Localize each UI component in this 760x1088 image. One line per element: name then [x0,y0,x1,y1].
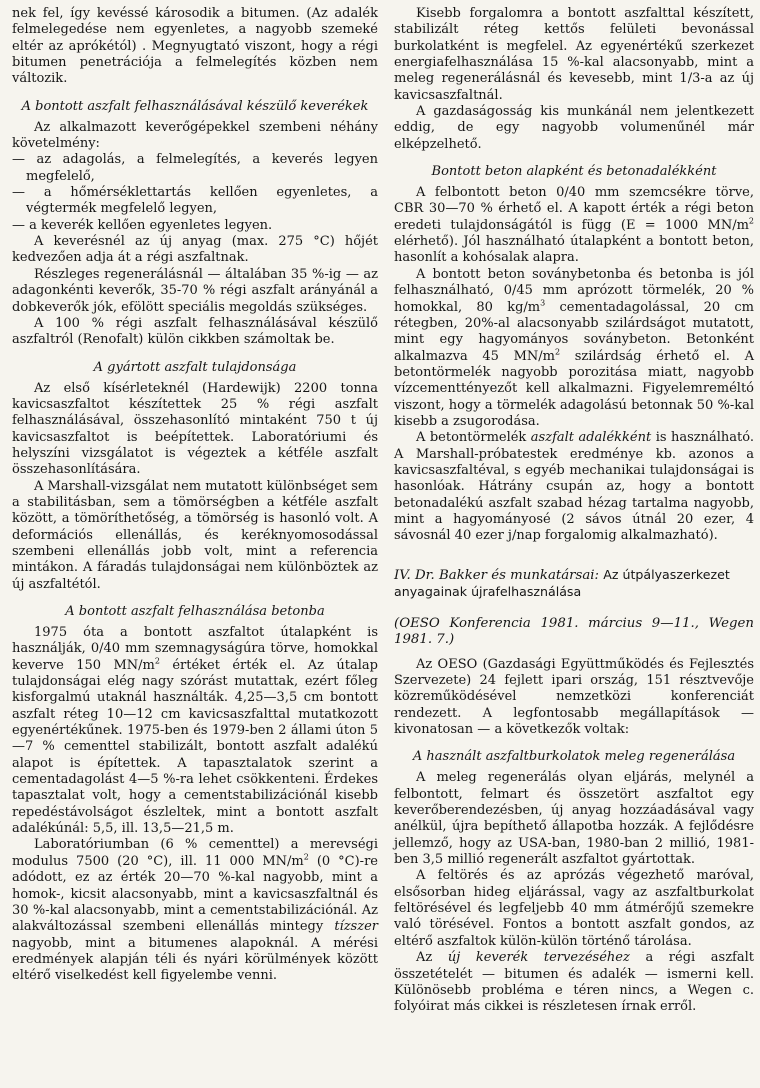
text-run: a régi aszfalt összetételét — bitumen és adalék — ismerni kell. Különösebb probléma e téren nincs, a Wegen c. folyóirat más cikkei is részletesen írnak erről. [394,950,754,1015]
text-run: szilárdság érhető el. A betontörmelék nagyobb porozitása miatt, nagyobb vízcementtényezőt kell alkalmazni. Figyelemreméltó viszont, hogy a törmelék adagolású betonnak 50 %-kal kisebb a zsugorodása. [394,348,754,429]
paragraph: nek fel, így kevéssé károsodik a bitumen. (Az adalék felmelegedése nem egyenletes, a nagyobb szemeké eltér az aprókétól) . Megnyugtató viszont, hogy a régi bitumen penetrációja a felmelegítés közben nem változik. [12,6,378,87]
section-heading: A használt aszfaltburkolatok meleg regenerálása [412,749,736,765]
text-run: A bontott beton soványbetonba és betonba is jól felhasználható, 0/45 mm aprózott törmelék, 20 % homokkal, 80 kg/m [394,266,754,315]
paragraph: Az OESO (Gazdasági Együttműködés és Fejlesztés Szervezete) 24 fejlett ipari ország, 151 résztvevője közreműködésével nemzetközi konferenciát rendezett. A legfontosabb megállapítások — kivonatosan — a következők voltak: [394,656,754,738]
emphasis: tízszer [334,919,378,935]
paragraph: Kisebb forgalomra a bontott aszfalttal készített, stabilizált réteg kettős felületi bevonással burkolatként is megfelel. Az egyenértékű szerkezet energiafelhasználása 15 %-kal alacsonyabb, mint a meleg regenerálásnál és kevesebb, mint 1/3-a az új kavicsaszfaltnál. [394,6,754,103]
section-heading: A gyártott aszfalt tulajdonsága [93,359,297,375]
list-item: — az adagolás, a felmelegítés, a keverés legyen megfelelő, [12,152,378,184]
paragraph: Részleges regenerálásnál — általában 35 %-ig — az adagonkénti keverők, 35-70 % régi aszfalt arányánál a dobkeverők jók, efölött speciális megoldás szükséges. [12,266,378,315]
paragraph: A meleg regenerálás olyan eljárás, melynél a felbontott, felmart és összetört aszfaltot egy keverőberendezésben, új anyag hozzáadásával vagy anélkül, újra bepíthető állapotba hozzák. A fejlődésre jellemző, hogy az USA-ban, 1980-ban 2 millió, 1981-ben 3,5 millió regenerált aszfaltot gyártottak. [394,770,754,868]
list-item: — a hőmérséklettartás kellően egyenletes, a végtermék megfelelő legyen, [12,185,378,217]
paragraph: A 100 % régi aszfalt felhasználásával készülő aszfaltról (Renofalt) külön cikkben számoltak be. [12,315,378,348]
section-heading: A bontott aszfalt felhasználásával készülő keverékek [21,98,369,114]
paragraph [12,837,378,984]
superscript: 2 [554,347,561,357]
list-item: — a keverék kellően egyenletes legyen. [12,217,273,233]
superscript: 3 [540,298,546,308]
paragraph: A keverésnél az új anyag (max. 275 °C) hőjét kedvezően adja át a régi aszfaltnak. [12,234,378,266]
article-author: IV. Dr. Bakker és munkatársai: [394,567,600,583]
paragraph: A Marshall-vizsgálat nem mutatott különbséget sem a stabilitásban, sem a tömörségben a kétféle aszfalt között, a tömöríthetőség, a tömörség is hasonló volt. A deformációs ellenállás, és keréknyomosodással szembeni ellenállás jobb volt, mint a referencia mintákon. A fáradás tulajdonságai nem különböztek az új aszfaltétól. [12,478,378,592]
paragraph: A feltörés és az aprózás végezhető maróval, elsősorban hideg eljárással, vagy az aszfaltburkolat feltörésével és legfeljebb 40 mm átmérőjű szemekre való törésével. Fontos a bontott aszfalt gondos, az eltérő aszfaltok külön-külön történő tárolása. [394,868,754,949]
superscript: 2 [154,656,160,666]
paragraph: Az alkalmazott keverőgépekkel szembeni néhány követelmény: [12,119,378,152]
superscript: 2 [303,852,309,862]
text-run: cementadagolással, 20 cm rétegben, 20%-al alacsonyabb szilárdságot mutatott, mint egy hagyományos soványbeton. Betonként alkalmazva 45 MN/m [394,299,754,364]
section-heading: A bontott aszfalt felhasználása betonba [65,604,325,619]
paragraph: A gazdaságosság kis munkánál nem jelentkezett eddig, de egy nagyobb volumenűnél már elképzelhető. [394,104,754,152]
right-column [394,6,754,1016]
text-run: 1975 óta a bontott aszfaltot útalapként is használják, 0/40 mm szemnagyságúra törve, homokkal keverve 150 MN/m [12,625,378,673]
paragraph: Az első kísérleteknél (Hardewijk) 2200 tonna kavicsaszfaltot készítettek 25 % régi aszfalt felhasználásával, összehasonlító mintaként 750 t új kavicsaszfaltot is beépítettek. Laboratóriumi és helyszíni vizsgálatot is végeztek a kétféle aszfalt összehasonlítására. [12,380,378,478]
left-column [12,6,378,985]
text-run: is használható. A Marshall-próbatestek eredménye kb. azonos a kavicsaszfaltéval, s egyéb mechanikai tulajdonságai is hasonlóak. Hátrány csupán az, hogy a bontott betonadalékú aszfalt szabad hézag tartalma nagyobb, mint a hagyományosé (2 sávos útnál 20 ezer, 4 sávosnál 40 ezer j/nap forgalomig alkalmazható). [394,430,754,544]
text-run: A betontörmelék [416,430,531,446]
paragraph [394,430,754,544]
article-source: (OESO Konferencia 1981. március 9—11., Wegen 1981. 7.) [394,615,754,648]
text-run: (0 °C)-re adódott, ez az érték 20—70 %-kal nagyobb, mint a homok-, kicsit alacsonyabb, mint a kavicsaszfaltnál és 30 %-kal alacsonyabb, mint a cementstabilizációnál. Az alakváltozással szembeni ellenállás mintegy [12,853,378,935]
paragraph [394,950,754,1015]
article-heading [394,567,754,602]
text-run: Az [416,950,448,966]
text-run: A felbontott beton 0/40 mm szemcsékre törve, CBR 30—70 % érhető el. A kapott érték a régi beton eredeti tulajdonságától is függ (E = 1000 MN/m [394,185,754,233]
text-run: nagyobb, mint a bitumenes alapoknál. A mérési eredmények alapján téli és nyári körülmények között eltérő viselkedést kell figyelembe venni. [12,935,378,984]
emphasis: aszfalt adalékként [530,430,652,446]
paragraph [394,185,754,267]
paragraph [394,267,754,430]
text-run: elérhető). Jól használható útalapként a bontott beton, hasonlít a kohósalak alapra. [394,234,754,266]
superscript: 2 [748,216,754,226]
article-title: Az útpályaszerkezet anyagainak újrafelhasználása [394,566,730,600]
text-run: Laboratóriumban (6 % cementtel) a merevségi modulus 7500 (20 °C), ill. 11 000 MN/m [12,837,378,869]
paragraph [12,625,378,837]
emphasis: új keverék tervezéséhez [447,950,630,966]
text-run: értéket érték el. Az útalap tulajdonságai elég nagy szórást mutattak, ezért főleg kisforgalmú utaknál használták. 4,25—3,5 cm bontott aszfalt réteg 10—12 cm kavicsaszfalttal mutatkozott egyenértékűnek. 1975-ben és 1979-ben 2 állami úton 5—7 % cementtel stabilizált, bontott aszfalt adalékú alapot is építettek. A tapasztalatok szerint a cementadagolást 4—5 %-ra lehet csökkenteni. Érdekes tapasztalat volt, hogy a cementstabilizációnál kisebb repedéstávolságot észleltek, mint a bontott aszfalt adalékúnál: 5,5, ill. 13,5—21,5 m. [12,657,378,837]
section-heading: Bontott beton alapként és betonadalékként [431,164,717,180]
